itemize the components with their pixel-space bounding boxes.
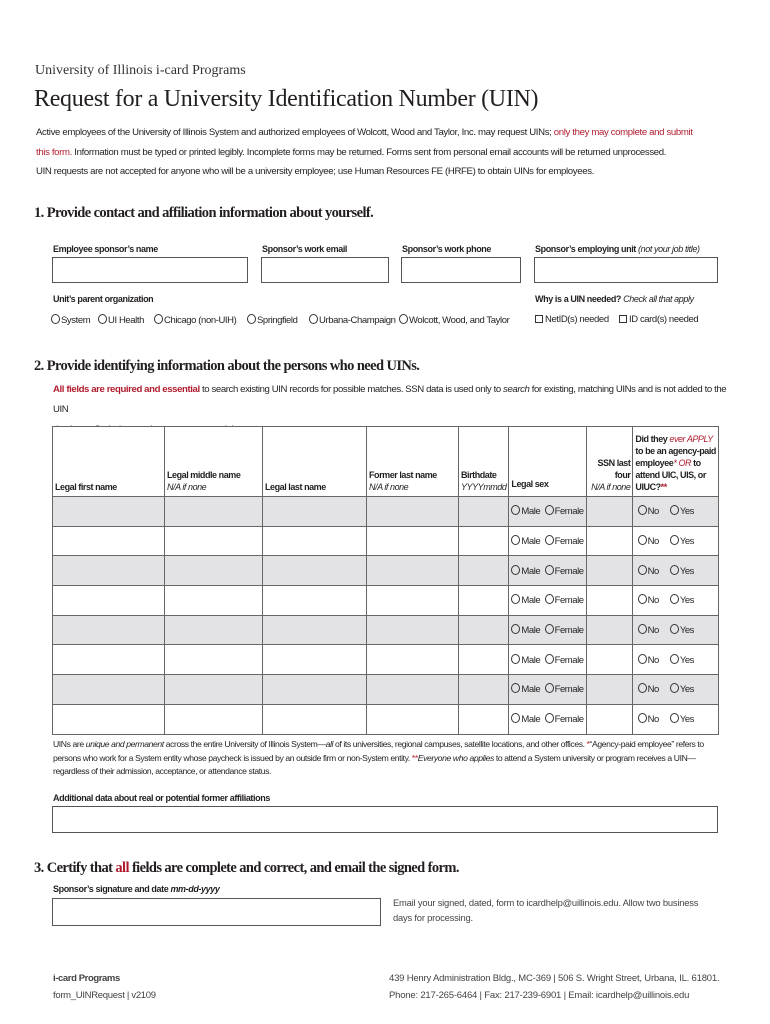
radio-icon	[511, 505, 520, 515]
radio-icon	[638, 654, 647, 664]
apply-option-label: No	[647, 625, 659, 637]
cell-ssn-input[interactable]	[587, 556, 633, 586]
cell-last-input[interactable]	[263, 645, 367, 675]
radio-icon	[670, 505, 679, 515]
section3-heading-c: fields are complete and correct, and email the signed form.	[128, 860, 459, 876]
sex-option-label: Male	[521, 654, 541, 666]
radio-icon	[670, 683, 679, 693]
apply-option-label: Yes	[679, 536, 694, 548]
sex-option-label: Male	[521, 536, 541, 548]
cell-middle-input[interactable]	[165, 586, 263, 616]
sex-option-male[interactable]	[511, 714, 540, 725]
cell-ssn-input[interactable]	[587, 615, 633, 645]
apply-option-label: No	[647, 595, 659, 607]
sponsor-email-field[interactable]	[261, 257, 389, 283]
sponsor-email-label: Sponsor’s work email	[262, 244, 348, 254]
cell-last-input[interactable]	[263, 526, 367, 556]
sex-option-label: Male	[521, 595, 541, 607]
section2-note-red: All fields are required and essential	[53, 384, 200, 395]
radio-icon	[670, 594, 679, 604]
col-former-name-hint: N/A if none	[369, 482, 409, 492]
cell-former-input[interactable]	[367, 704, 459, 734]
col-middle-name-label: Legal middle name	[167, 470, 241, 480]
radio-icon	[638, 535, 647, 545]
signature-hint: mm-dd-yyyy	[170, 884, 220, 894]
sex-option-male[interactable]	[511, 625, 540, 636]
sponsor-unit-hint: (not your job title)	[638, 244, 700, 254]
cell-middle-input[interactable]	[165, 615, 263, 645]
radio-icon	[247, 314, 256, 324]
apply-option-label: Yes	[679, 506, 694, 518]
sex-option-female[interactable]	[545, 684, 584, 695]
cell-sex-options	[509, 645, 587, 675]
col-first-name-label: Legal first name	[55, 482, 117, 492]
sex-option-label: Male	[521, 506, 541, 518]
apply-option-no[interactable]	[638, 625, 659, 636]
cell-middle-input[interactable]	[165, 526, 263, 556]
cell-apply-options	[633, 704, 719, 734]
col-apply-c: to be an agency-paid employee	[635, 446, 716, 468]
sex-option-label: Female	[554, 595, 584, 607]
cell-birth-input[interactable]	[459, 645, 509, 675]
radio-icon	[511, 565, 520, 575]
section2-note-p1: to search existing UIN records for possible matches. SSN data is used only to	[199, 384, 504, 395]
cell-sex-options	[509, 615, 587, 645]
apply-option-label: No	[647, 506, 659, 518]
radio-icon	[399, 314, 408, 324]
cell-middle-input[interactable]	[165, 556, 263, 586]
apply-option-yes[interactable]	[670, 714, 694, 725]
parent-org-system[interactable]	[51, 314, 90, 326]
radio-icon	[638, 594, 647, 604]
sex-option-male[interactable]	[511, 655, 540, 666]
intro-red: only they may complete and submit this form.	[36, 127, 693, 158]
section2-note-p2: for existing, matching UINs and is not added to the UIN	[53, 384, 727, 415]
page-title: Request for a University Identification Number (UIN)	[34, 86, 539, 112]
apply-option-no[interactable]	[638, 595, 659, 606]
cell-apply-options	[633, 526, 719, 556]
apply-option-label: No	[647, 714, 659, 726]
foot-5: of its universities, regional campuses, satellite locations, and other offices.	[333, 739, 587, 749]
affiliations-label: Additional data about real or potential former affiliations	[53, 793, 270, 803]
apply-option-no[interactable]	[638, 566, 659, 577]
radio-icon	[545, 654, 554, 664]
cell-first-input[interactable]	[53, 675, 165, 705]
sex-option-male[interactable]	[511, 684, 540, 695]
parent-org-chicago[interactable]	[154, 314, 236, 326]
parent-org-option: Urbana-Champaign	[319, 315, 396, 326]
sex-option-male[interactable]	[511, 536, 540, 547]
parent-org-option: Chicago (non-UIH)	[164, 315, 237, 326]
section1-heading: 1. Provide contact and affiliation information about yourself.	[34, 205, 374, 221]
col-apply-e: to attend UIC, UIS, or UIUC?	[635, 458, 706, 492]
apply-option-label: Yes	[679, 714, 694, 726]
cell-last-input[interactable]	[263, 675, 367, 705]
section2-heading: 2. Provide identifying information about the persons who need UINs.	[34, 358, 420, 374]
table-row	[53, 704, 719, 734]
cell-middle-input[interactable]	[165, 675, 263, 705]
parent-org-ui-health[interactable]	[98, 314, 144, 326]
foot-3: across the entire University of Illinois System—	[163, 739, 326, 749]
signature-label-text: Sponsor’s signature and date	[53, 884, 169, 894]
why-option: ID card(s) needed	[629, 314, 699, 325]
signature-label	[53, 884, 219, 894]
sex-option-female[interactable]	[545, 536, 584, 547]
col-apply-b: ever APPLY	[669, 434, 713, 444]
why-option: NetID(s) needed	[545, 314, 609, 325]
col-middle-name-hint: N/A if none	[167, 482, 207, 492]
cell-ssn-input[interactable]	[587, 526, 633, 556]
table-row	[53, 497, 719, 527]
radio-icon	[545, 683, 554, 693]
why-netid[interactable]	[535, 314, 609, 325]
col-sex-label: Legal sex	[511, 479, 549, 489]
cell-sex-options	[509, 526, 587, 556]
footer-contact: Phone: 217-265-6464 | Fax: 217-239-6901 | Email: icardhelp@uillinois.edu	[389, 990, 690, 1001]
apply-option-yes[interactable]	[670, 536, 694, 547]
cell-first-input[interactable]	[53, 645, 165, 675]
program-name: University of Illinois i-card Programs	[35, 63, 246, 78]
radio-icon	[545, 565, 554, 575]
cell-last-input[interactable]	[263, 497, 367, 527]
intro-part1: Active employees of the University of Illinois System and authorized employees of Wolcott, Wood and Taylor, Inc. may request UINs;	[36, 127, 554, 138]
sex-option-label: Male	[521, 714, 541, 726]
apply-option-label: Yes	[679, 684, 694, 696]
radio-icon	[511, 683, 520, 693]
apply-option-label: No	[647, 536, 659, 548]
cell-sex-options	[509, 704, 587, 734]
col-last-name-label: Legal last name	[265, 482, 326, 492]
apply-option-yes[interactable]	[670, 655, 694, 666]
col-last-name	[263, 427, 367, 497]
radio-icon	[638, 565, 647, 575]
cell-sex-options	[509, 556, 587, 586]
radio-icon	[670, 624, 679, 634]
cell-ssn-input[interactable]	[587, 704, 633, 734]
cell-first-input[interactable]	[53, 526, 165, 556]
table-row	[53, 556, 719, 586]
apply-option-yes[interactable]	[670, 566, 694, 577]
signature-field[interactable]	[52, 898, 381, 926]
radio-icon	[545, 505, 554, 515]
col-birthdate-label: Birthdate	[461, 470, 497, 480]
col-former-name-label: Former last name	[369, 470, 437, 480]
radio-icon	[638, 713, 647, 723]
col-ssn-label: SSN last four	[597, 458, 631, 480]
parent-org-wwt[interactable]	[399, 314, 509, 326]
cell-last-input[interactable]	[263, 704, 367, 734]
apply-option-label: No	[647, 565, 659, 577]
sex-option-label: Female	[554, 625, 584, 637]
radio-icon	[670, 713, 679, 723]
cell-former-input[interactable]	[367, 586, 459, 616]
cell-former-input[interactable]	[367, 615, 459, 645]
section3-heading-a: 3. Certify that	[34, 860, 116, 876]
apply-option-label: Yes	[679, 565, 694, 577]
table-row	[53, 675, 719, 705]
cell-former-input[interactable]	[367, 645, 459, 675]
sex-option-label: Male	[521, 625, 541, 637]
section2-note-italic: search	[503, 384, 530, 395]
radio-icon	[511, 624, 520, 634]
sex-option-male[interactable]	[511, 506, 540, 517]
sponsor-phone-label: Sponsor’s work phone	[402, 244, 492, 254]
cell-sex-options	[509, 675, 587, 705]
radio-icon	[511, 535, 520, 545]
radio-icon	[545, 713, 554, 723]
why-hint: Check all that apply	[623, 294, 694, 304]
sex-option-female[interactable]	[545, 714, 584, 725]
parent-org-option: System	[61, 315, 91, 326]
cell-birth-input[interactable]	[459, 675, 509, 705]
table-row	[53, 645, 719, 675]
cell-apply-options	[633, 615, 719, 645]
apply-option-no[interactable]	[638, 655, 659, 666]
cell-sex-options	[509, 586, 587, 616]
col-apply-f: **	[660, 482, 667, 492]
cell-last-input[interactable]	[263, 615, 367, 645]
table-footnote	[53, 738, 713, 779]
cell-former-input[interactable]	[367, 675, 459, 705]
section3-heading-b: all	[115, 860, 129, 876]
why-label	[535, 294, 694, 304]
parent-org-urbana[interactable]	[309, 314, 396, 326]
col-birthdate-hint: YYYYmmdd	[461, 482, 507, 492]
foot-4: all	[325, 739, 334, 749]
col-middle-name	[165, 427, 263, 497]
table-row	[53, 586, 719, 616]
radio-icon	[670, 565, 679, 575]
apply-option-yes[interactable]	[670, 625, 694, 636]
col-first-name	[53, 427, 165, 497]
sex-option-female[interactable]	[545, 506, 584, 517]
radio-icon	[154, 314, 163, 324]
foot-10: to attend a System university or program receives a UIN—regardless of their admission, acceptance, or attendance status.	[53, 752, 696, 776]
col-apply	[633, 427, 719, 497]
sponsor-unit-label-text: Sponsor’s employing unit	[535, 244, 636, 254]
radio-icon	[309, 314, 318, 324]
sex-option-male[interactable]	[511, 566, 540, 577]
cell-first-input[interactable]	[53, 615, 165, 645]
cell-apply-options	[633, 645, 719, 675]
cell-last-input[interactable]	[263, 586, 367, 616]
apply-option-label: Yes	[679, 654, 694, 666]
apply-option-label: No	[647, 654, 659, 666]
radio-icon	[638, 683, 647, 693]
apply-option-no[interactable]	[638, 684, 659, 695]
radio-icon	[98, 314, 107, 324]
why-label-text: Why is a UIN needed?	[535, 294, 622, 304]
parent-org-label: Unit’s parent organization	[53, 294, 154, 304]
col-former-name	[367, 427, 459, 497]
foot-7: “Agency-paid employee” refers to persons who work for a System entity whose paycheck is issued by an outside firm or non-System entity.	[53, 739, 704, 763]
sex-option-female[interactable]	[545, 566, 584, 577]
sex-option-label: Female	[554, 536, 584, 548]
cell-birth-input[interactable]	[459, 497, 509, 527]
cell-former-input[interactable]	[367, 497, 459, 527]
cell-birth-input[interactable]	[459, 615, 509, 645]
radio-icon	[638, 624, 647, 634]
why-idcard[interactable]	[619, 314, 698, 325]
col-ssn-hint: N/A if none	[591, 482, 631, 492]
table-header-row	[53, 427, 719, 497]
section3-heading	[34, 860, 459, 877]
foot-2: unique and permanent	[85, 739, 164, 749]
radio-icon	[545, 535, 554, 545]
apply-option-no[interactable]	[638, 536, 659, 547]
col-birthdate	[459, 427, 509, 497]
sex-option-label: Male	[521, 565, 541, 577]
sex-option-label: Female	[554, 714, 584, 726]
cell-apply-options	[633, 497, 719, 527]
cell-former-input[interactable]	[367, 526, 459, 556]
sponsor-name-label: Employee sponsor’s name	[53, 244, 158, 254]
footer-org: i-card Programs	[53, 973, 120, 984]
radio-icon	[511, 654, 520, 664]
parent-org-option: UI Health	[108, 315, 145, 326]
sponsor-unit-label	[535, 244, 700, 254]
parent-org-option: Wolcott, Wood, and Taylor	[409, 315, 510, 326]
radio-icon	[51, 314, 60, 324]
footer-form-id: form_UINRequest | v2109	[53, 990, 156, 1001]
radio-icon	[545, 594, 554, 604]
sponsor-unit-field[interactable]	[534, 257, 718, 283]
cell-last-input[interactable]	[263, 556, 367, 586]
email-note: Email your signed, dated, form to icardhelp@uillinois.edu. Allow two business days for processing.	[393, 897, 699, 923]
sex-option-label: Female	[554, 565, 584, 577]
apply-option-no[interactable]	[638, 714, 659, 725]
sex-option-female[interactable]	[545, 595, 584, 606]
cell-former-input[interactable]	[367, 556, 459, 586]
foot-1: UINs are	[53, 739, 86, 749]
intro-line3: UIN requests are not accepted for anyone who will be a university employee; use Human Resources FE (HRFE) to obtain UINs for employees.	[36, 166, 594, 177]
cell-ssn-input[interactable]	[587, 497, 633, 527]
apply-option-label: Yes	[679, 595, 694, 607]
cell-birth-input[interactable]	[459, 704, 509, 734]
sponsor-name-field[interactable]	[52, 257, 248, 283]
radio-icon	[511, 713, 520, 723]
cell-birth-input[interactable]	[459, 556, 509, 586]
sex-option-label: Female	[554, 506, 584, 518]
cell-apply-options	[633, 556, 719, 586]
col-apply-d: * OR	[673, 458, 692, 468]
footer-address: 439 Henry Administration Bldg., MC-369 | 506 S. Wright Street, Urbana, IL. 61801.	[389, 973, 720, 984]
cell-middle-input[interactable]	[165, 704, 263, 734]
cell-ssn-input[interactable]	[587, 645, 633, 675]
apply-option-yes[interactable]	[670, 506, 694, 517]
intro-part2: Information must be typed or printed legibly. Incomplete forms may be returned. Forms sent from personal email accounts will be returned unprocessed.	[71, 146, 667, 158]
cell-ssn-input[interactable]	[587, 675, 633, 705]
cell-birth-input[interactable]	[459, 586, 509, 616]
apply-option-yes[interactable]	[670, 684, 694, 695]
col-apply-a: Did they	[635, 434, 670, 444]
cell-sex-options	[509, 497, 587, 527]
cell-middle-input[interactable]	[165, 497, 263, 527]
parent-org-option: Springfield	[257, 315, 298, 326]
cell-birth-input[interactable]	[459, 526, 509, 556]
persons-table	[52, 426, 719, 735]
cell-first-input[interactable]	[53, 704, 165, 734]
radio-icon	[511, 594, 520, 604]
intro-text	[36, 123, 696, 182]
foot-9: Everyone who applies	[417, 752, 494, 763]
radio-icon	[670, 654, 679, 664]
affiliations-field[interactable]	[52, 806, 718, 833]
sex-option-label: Male	[521, 684, 541, 696]
checkbox-icon	[619, 315, 627, 323]
apply-option-label: Yes	[679, 625, 694, 637]
radio-icon	[670, 535, 679, 545]
sex-option-female[interactable]	[545, 655, 584, 666]
table-row	[53, 526, 719, 556]
cell-middle-input[interactable]	[165, 645, 263, 675]
parent-org-springfield[interactable]	[247, 314, 298, 326]
cell-first-input[interactable]	[53, 586, 165, 616]
cell-apply-options	[633, 586, 719, 616]
cell-ssn-input[interactable]	[587, 586, 633, 616]
foot-6: *	[586, 739, 590, 749]
apply-option-yes[interactable]	[670, 595, 694, 606]
sponsor-phone-field[interactable]	[401, 257, 521, 283]
col-sex	[509, 427, 587, 497]
apply-option-label: No	[647, 684, 659, 696]
sex-option-male[interactable]	[511, 595, 540, 606]
cell-first-input[interactable]	[53, 556, 165, 586]
table-row	[53, 615, 719, 645]
sex-option-label: Female	[554, 684, 584, 696]
radio-icon	[545, 624, 554, 634]
sex-option-label: Female	[554, 654, 584, 666]
sex-option-female[interactable]	[545, 625, 584, 636]
col-ssn	[587, 427, 633, 497]
cell-apply-options	[633, 675, 719, 705]
cell-first-input[interactable]	[53, 497, 165, 527]
apply-option-no[interactable]	[638, 506, 659, 517]
foot-8: **	[411, 752, 418, 763]
checkbox-icon	[535, 315, 543, 323]
radio-icon	[638, 505, 647, 515]
